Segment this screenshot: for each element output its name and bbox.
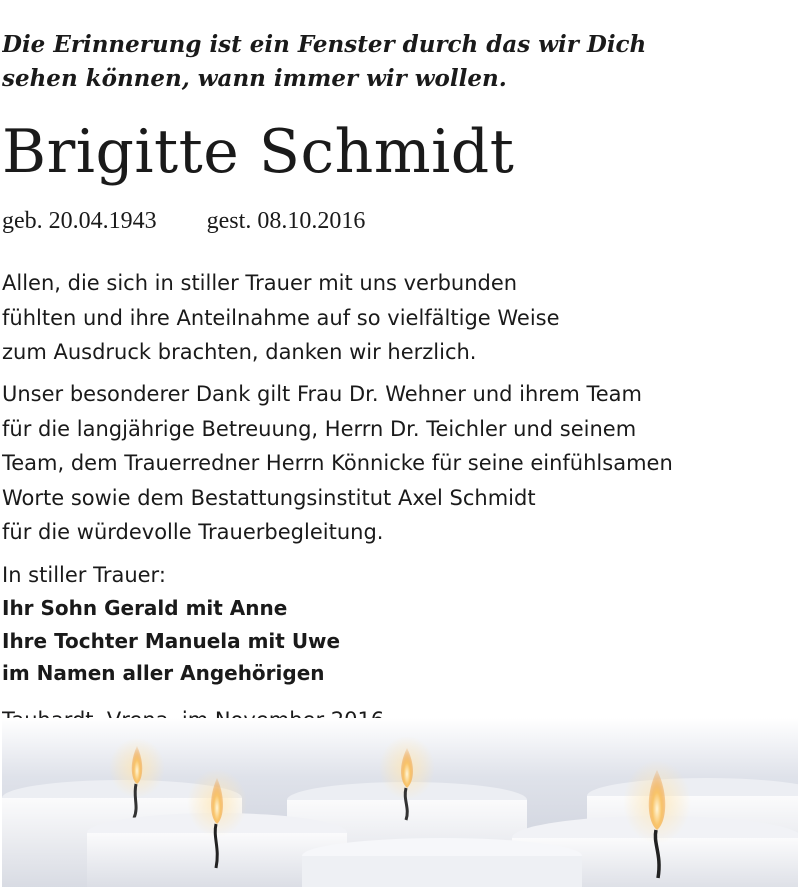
text-line: Unser besonderer Dank gilt Frau Dr. Wehner und ihrem Team	[2, 382, 643, 406]
signers-list	[2, 592, 798, 690]
text-line: Team, dem Trauerredner Herrn Könnicke für seine einfühlsamen	[2, 451, 673, 475]
quote-line: sehen können, wann immer wir wollen.	[2, 65, 507, 92]
candles-image	[2, 718, 798, 887]
thanks-paragraph	[2, 266, 798, 370]
death-date: gest. 08.10.2016	[206, 208, 366, 234]
text-line: fühlten und ihre Anteilnahme auf so vielfältige Weise	[2, 305, 560, 330]
signer: im Namen aller Angehörigen	[2, 661, 325, 685]
signer: Ihr Sohn Gerald mit Anne	[2, 596, 288, 620]
signer: Ihre Tochter Manuela mit Uwe	[2, 628, 341, 653]
text-line: für die würdevolle Trauerbegleitung.	[2, 520, 384, 544]
life-dates	[2, 206, 798, 236]
mourning-intro: In stiller Trauer:	[2, 563, 166, 587]
text-line: zum Ausdruck brachten, danken wir herzlich.	[2, 340, 477, 364]
deceased-name: Brigitte Schmidt	[2, 117, 515, 187]
text-line: Allen, die sich in stiller Trauer mit uns verbunden	[2, 271, 518, 295]
special-thanks-paragraph	[2, 377, 798, 550]
quote-line: Die Erinnerung ist ein Fenster durch das wir Dich	[2, 31, 647, 58]
birth-date: geb. 20.04.1943	[2, 208, 157, 234]
text-line: für die langjährige Betreuung, Herrn Dr. Teichler und seinem	[2, 416, 637, 441]
obituary-card	[2, 2, 798, 887]
text-line: Worte sowie dem Bestattungsinstitut Axel Schmidt	[2, 485, 536, 510]
candle-front-center	[302, 838, 582, 887]
memorial-quote	[2, 28, 798, 96]
